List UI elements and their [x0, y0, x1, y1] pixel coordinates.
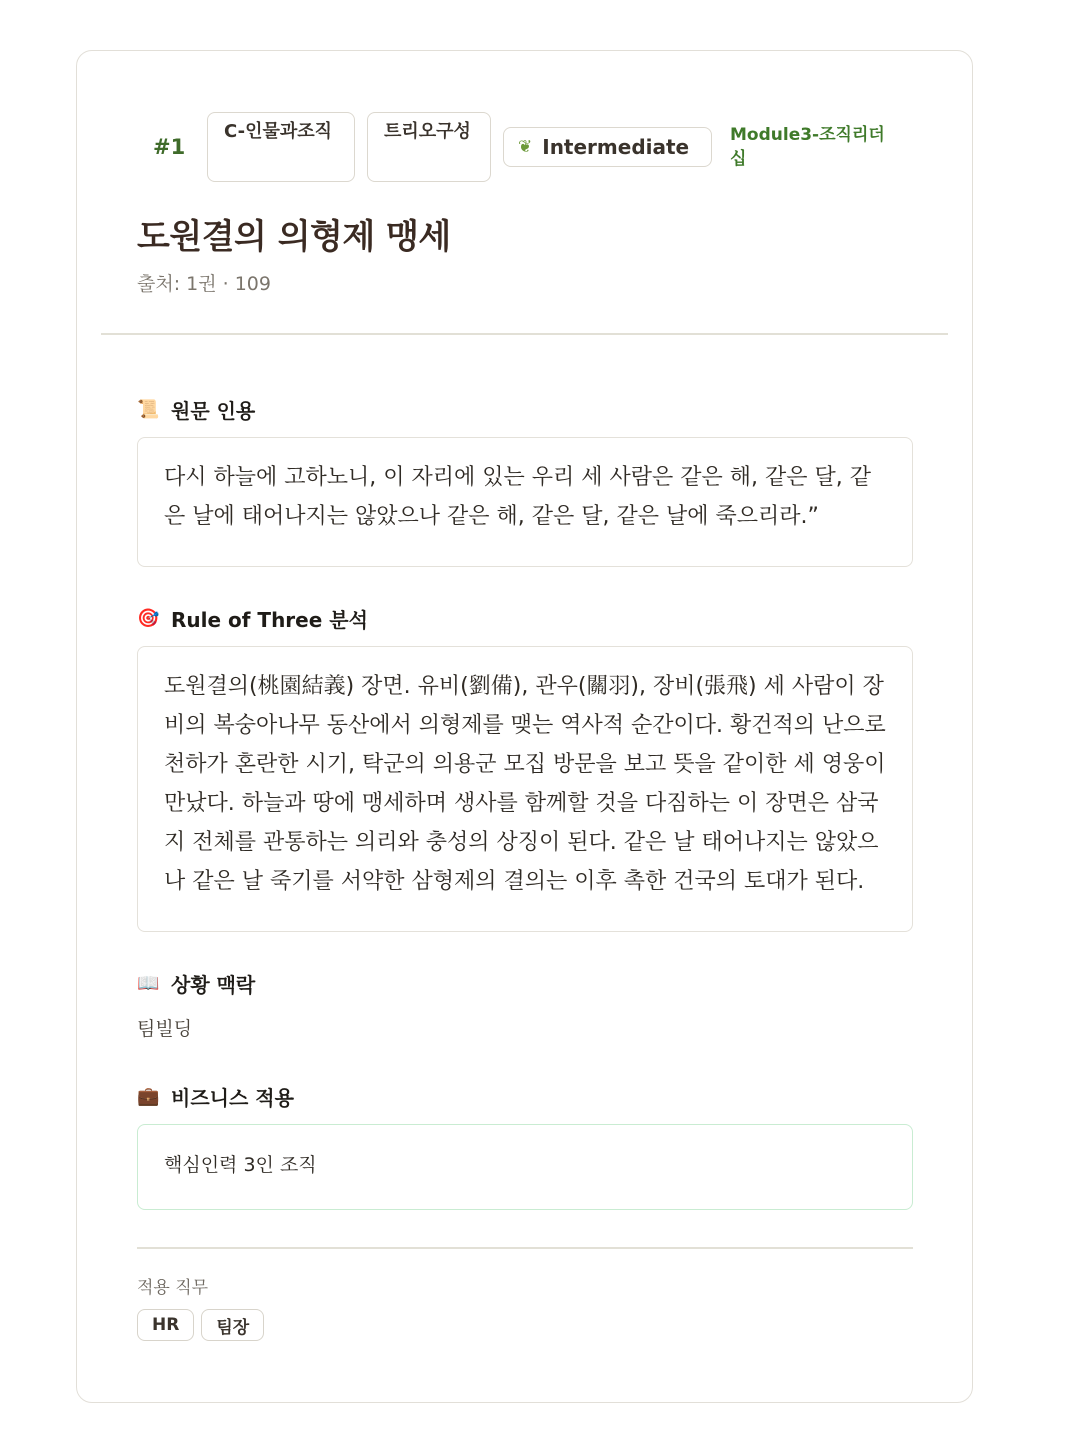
book-icon: 📖: [137, 973, 160, 994]
analysis-heading-label: Rule of Three 분석: [171, 608, 368, 632]
seedling-icon: ❦: [518, 137, 533, 157]
business-text: 핵심인력 3인 조직: [164, 1154, 317, 1176]
analysis-box: [137, 646, 913, 932]
context-heading: [137, 969, 255, 998]
quote-heading-label: 원문 인용: [171, 399, 256, 423]
card-header: [137, 111, 917, 183]
roles-label: 적용 직무: [137, 1278, 209, 1298]
context-heading-label: 상황 맥락: [171, 973, 256, 997]
business-heading: [137, 1082, 294, 1111]
analysis-text: 도원결의(桃園結義) 장면. 유비(劉備), 관우(關羽), 장비(張飛) 세 사람이 장비의 복숭아나무 동산에서 의형제를 맺는 역사적 순간이다. 황건적의 난으로 천하가 혼란한 시기, 탁군의 의용군 모집 방문을 보고 뜻을 같이한 세 영웅이 만났다. 하늘과 땅에 맹세하며 생사를 함께할 것을 다짐하는 이 장면은 삼국지 전체를 관통하는 의리와 충성의 상징이 된다. 같은 날 태어나지는 않았으나 같은 날 죽기를 서약한 삼형제의 결의는 이후 촉한 건국의 토대가 된다.: [164, 674, 886, 894]
structure-chip[interactable]: 트리오구성: [367, 112, 491, 182]
level-chip[interactable]: [503, 127, 712, 167]
scene-card: [76, 50, 973, 1403]
quote-heading: [137, 395, 255, 424]
context-text: 팀빌딩: [137, 1018, 193, 1040]
analysis-heading: [137, 604, 368, 633]
module-link[interactable]: Module3-조직리더십: [730, 125, 885, 169]
roles-divider: [137, 1247, 913, 1249]
quote-box: [137, 437, 913, 567]
category-chip[interactable]: C-인물과조직: [207, 112, 355, 182]
card-number: #1: [153, 135, 186, 159]
role-chip-team-lead[interactable]: 팀장: [201, 1309, 264, 1341]
level-label: Intermediate: [542, 135, 690, 159]
briefcase-icon: 💼: [137, 1086, 160, 1107]
source-reference: 출처: 1권 · 109: [137, 273, 271, 295]
quote-text: 다시 하늘에 고하노니, 이 자리에 있는 우리 세 사람은 같은 해, 같은 달, 같은 날에 태어나지는 않았으나 같은 해, 같은 달, 같은 날에 죽으리라.”: [164, 465, 871, 529]
business-box: [137, 1124, 913, 1210]
business-heading-label: 비즈니스 적용: [171, 1086, 294, 1110]
roles-list: [137, 1309, 264, 1341]
meta-row: [137, 111, 917, 183]
target-icon: 🎯: [137, 608, 160, 629]
header-divider: [101, 333, 948, 335]
scroll-icon: 📜: [137, 399, 160, 420]
role-chip-hr[interactable]: HR: [137, 1309, 194, 1341]
page-title: 도원결의 의형제 맹세: [137, 217, 451, 257]
